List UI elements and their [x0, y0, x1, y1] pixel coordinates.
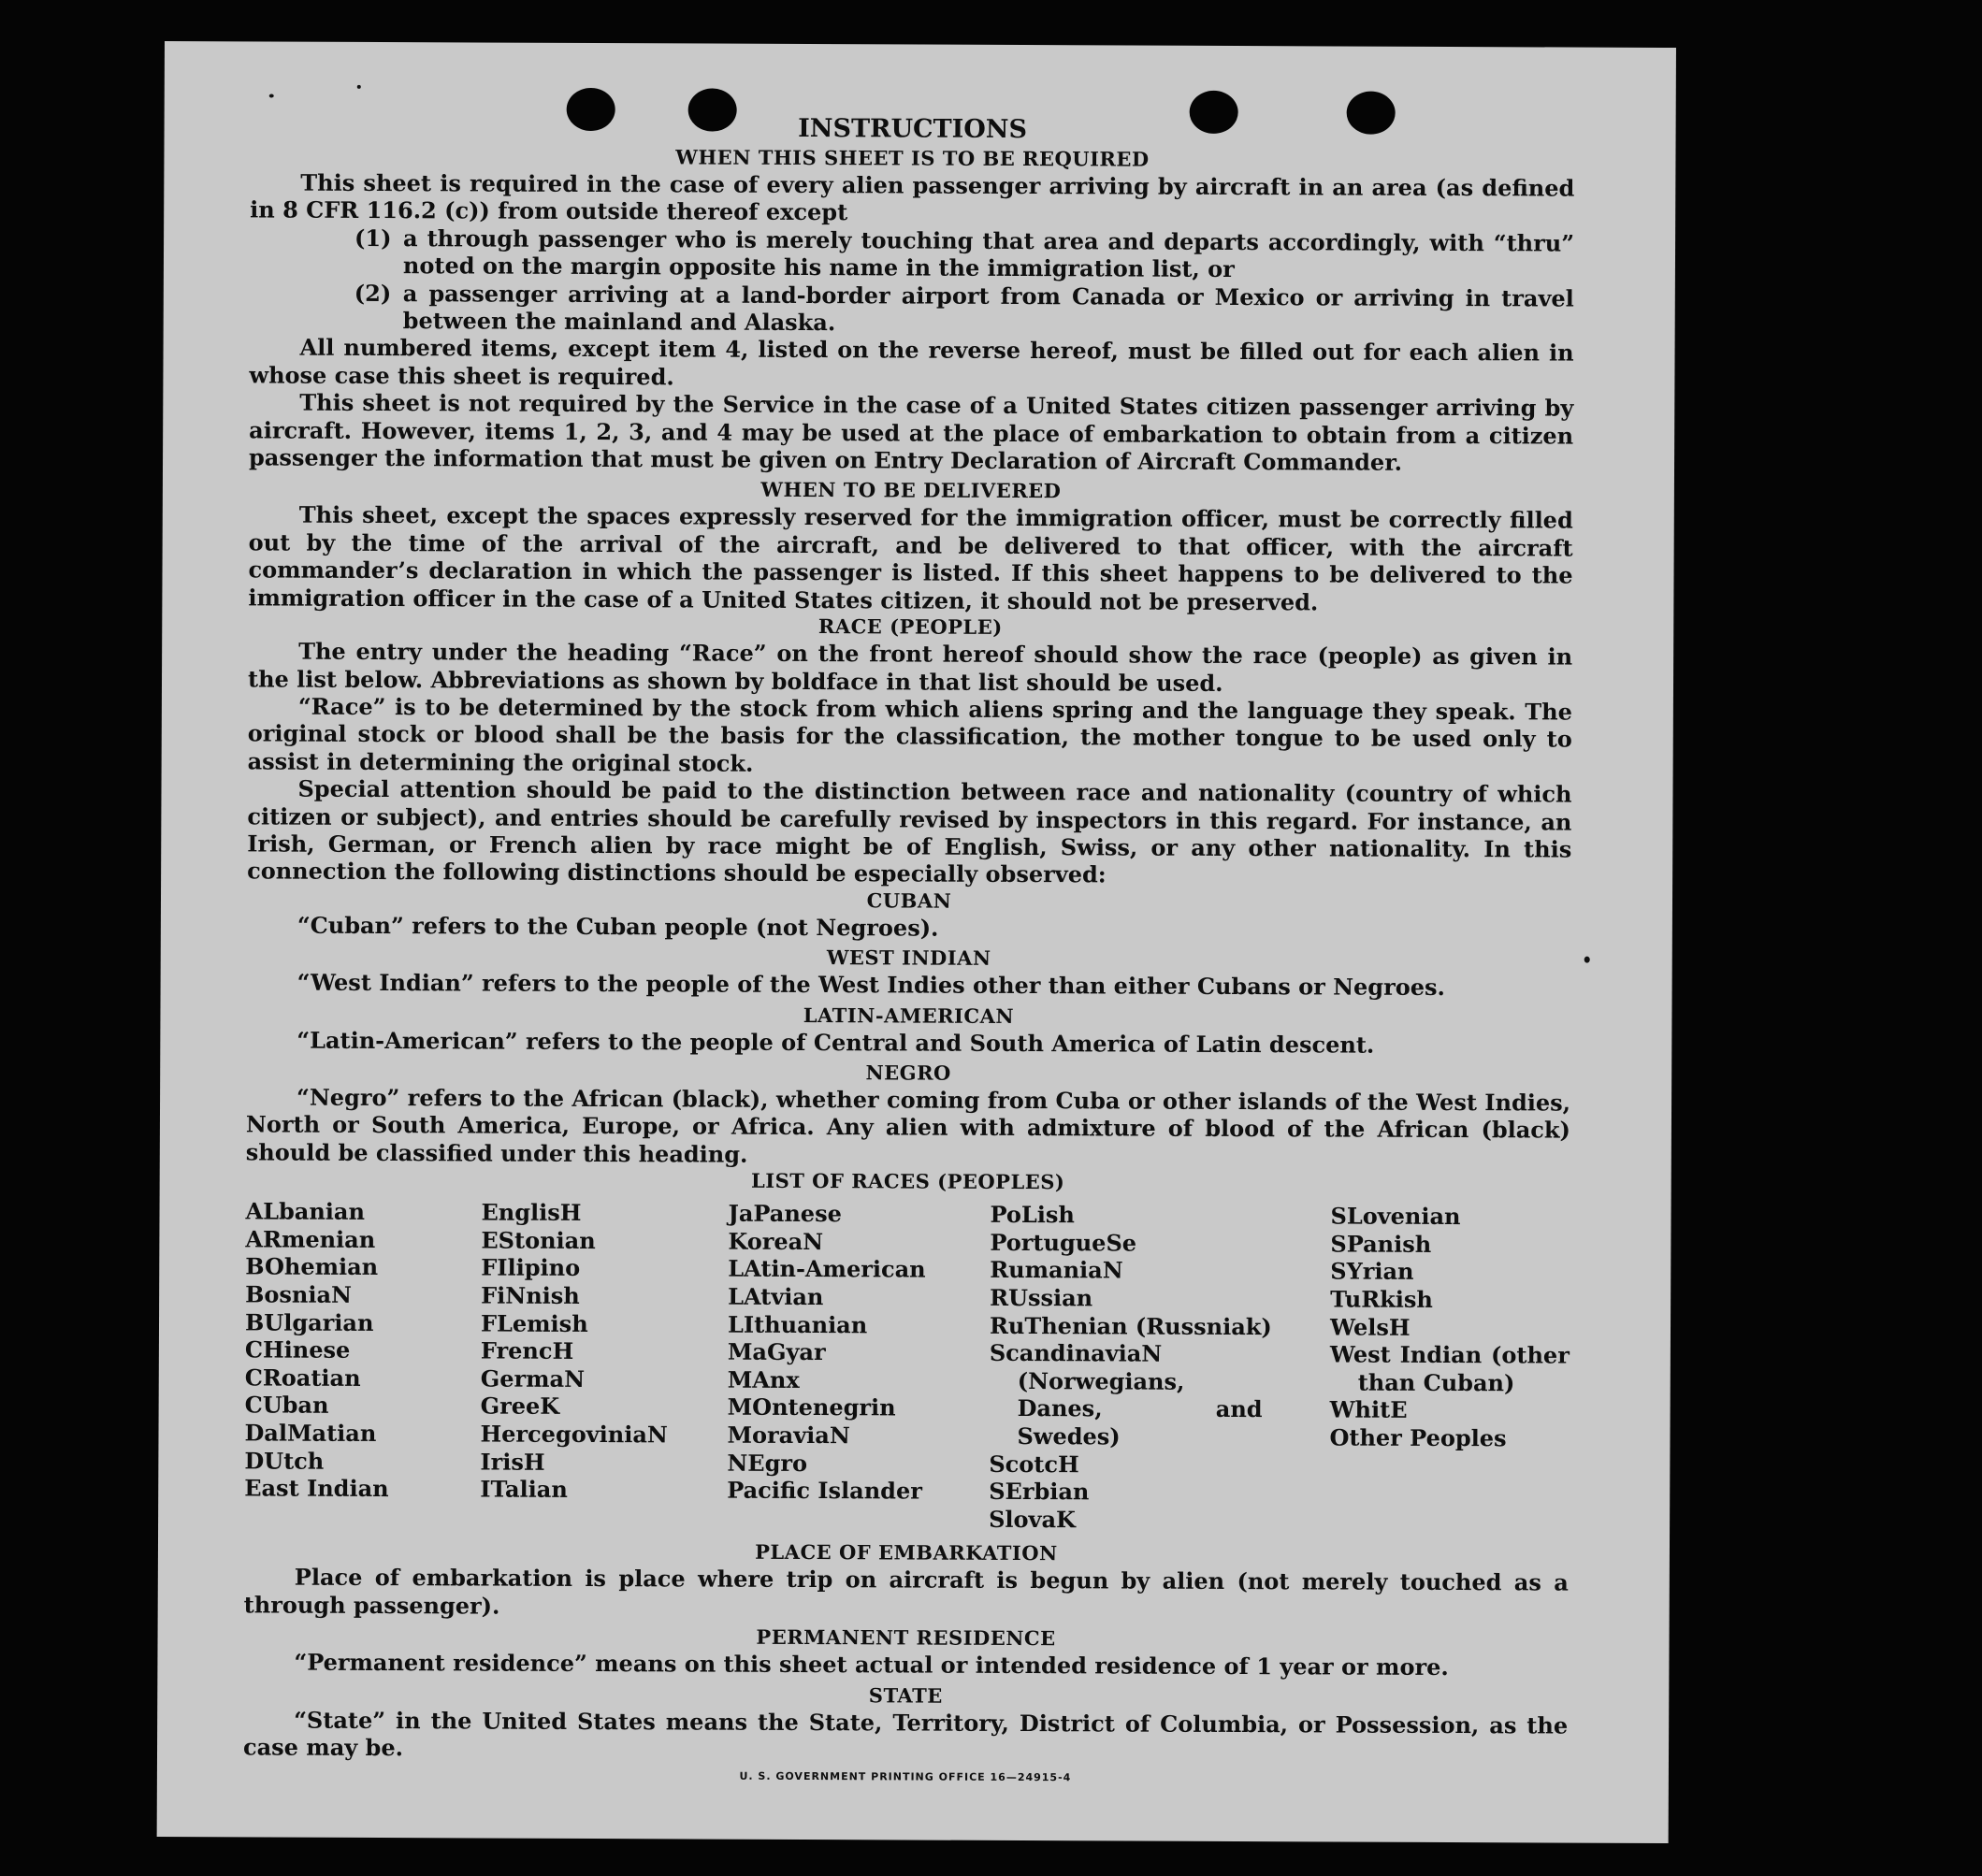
- paragraph: This sheet, except the spaces expressly reserved for the immigration officer, must be correctly filled out by the time of the arrival of the aircraft, and be delivered to that officer, with the aircraft commander’s declaration in which the passenger is listed. If this sheet happens to be delivered to the immigration officer in the case of a United States citizen, it should not be preserved.: [248, 501, 1573, 616]
- instructions-content: [243, 110, 1575, 1789]
- section-heading: WEST INDIAN: [826, 945, 991, 971]
- section-heading: RACE (PEOPLE): [817, 614, 1003, 640]
- speck: [357, 85, 361, 89]
- race-entry: MAnx: [727, 1365, 800, 1393]
- definition: “Cuban” refers to the Cuban people (not Negroes).: [297, 911, 939, 942]
- races-column: [727, 1200, 991, 1533]
- race-entry: CRoatian: [244, 1364, 361, 1392]
- races-column: [1329, 1203, 1570, 1536]
- race-entry: EnglisH: [481, 1198, 582, 1227]
- race-entry: BOhemian: [245, 1252, 379, 1281]
- race-entry: Pacific Islander: [727, 1476, 922, 1505]
- race-entry: SLovenian: [1330, 1202, 1461, 1231]
- race-entry: DUtch: [244, 1446, 325, 1475]
- race-entry: ALbanian: [245, 1197, 366, 1226]
- document-page: [157, 41, 1676, 1843]
- race-entry: RuThenian (Russniak): [989, 1311, 1272, 1340]
- race-entry: ARmenian: [245, 1225, 376, 1253]
- race-entry: SPanish: [1330, 1230, 1432, 1258]
- race-entry: Other Peoples: [1329, 1423, 1507, 1452]
- race-entry: BosniaN: [245, 1280, 353, 1308]
- item-text: a passenger arriving at a land-border airport from Canada or Mexico or arriving in travel between the mainland and Alaska.: [402, 279, 1574, 337]
- paragraph: All numbered items, except item 4, listed on the reverse hereof, must be filled out for each alien in whose case this sheet is required.: [249, 334, 1574, 391]
- section-heading: PERMANENT RESIDENCE: [756, 1624, 1056, 1651]
- race-entry: IrisH: [480, 1448, 545, 1476]
- section-heading: STATE: [868, 1682, 943, 1708]
- race-entry: MOntenegrin: [727, 1393, 896, 1421]
- race-entry: LAtvian: [728, 1282, 824, 1311]
- race-entry: West Indian (other than Cuban): [1329, 1340, 1570, 1397]
- race-entry: LIthuanian: [727, 1310, 868, 1338]
- item-text: a through passenger who is merely touching that area and departs accordingly, with “thru” noted on the margin opposite his name in the immigration list, or: [402, 224, 1575, 283]
- race-entry: ScandinaviaN (Norwegians, Danes, and Swedes): [989, 1339, 1263, 1450]
- list-item: [354, 224, 1574, 285]
- race-entry: GermaN: [480, 1364, 586, 1393]
- race-entry: CUban: [244, 1391, 329, 1420]
- paragraph: This sheet is required in the case of every alien passenger arriving by aircraft in an area (as defined in 8 CFR 116.2 (c)) from outside thereof except: [250, 168, 1575, 226]
- race-entry: EStonian: [481, 1226, 596, 1254]
- races-column: [989, 1201, 1331, 1535]
- race-entry: FrencH: [480, 1336, 574, 1365]
- definition: “Permanent residence” means on this sheet actual or intended residence of 1 year or more.: [294, 1648, 1449, 1681]
- race-entry: East Indian: [244, 1474, 389, 1503]
- race-entry: PortugueSe: [990, 1228, 1137, 1257]
- item-number: (1): [354, 224, 392, 252]
- printer-imprint: U. S. GOVERNMENT PRINTING OFFICE 16—24915-4: [739, 1770, 1072, 1784]
- section-heading: WHEN THIS SHEET IS TO BE REQUIRED: [675, 145, 1150, 171]
- paragraph: Special attention should be paid to the distinction between race and nationality (country of which citizen or subject), and entries should be carefully revised by inspectors in this regard. For instance, an Irish, German, or French alien by race might be of English, Swiss, or any other nationality. In this connection the following distinctions should be especially observed:: [247, 774, 1572, 888]
- race-entry: RumaniaN: [990, 1256, 1123, 1284]
- item-number: (2): [354, 279, 392, 307]
- race-entry: SErbian: [989, 1477, 1090, 1506]
- race-entry: WhitE: [1329, 1395, 1408, 1424]
- speck: [269, 94, 274, 97]
- definition: “State” in the United States means the State, Territory, District of Columbia, or Possession, as the case may be.: [242, 1706, 1569, 1762]
- paragraph: The entry under the heading “Race” on the front hereof should show the race (people) as given in the list below. Abbreviations as shown by boldface in that list should be used.: [247, 637, 1573, 697]
- race-entry: FIlipino: [481, 1253, 581, 1282]
- race-entry: DalMatian: [244, 1419, 377, 1447]
- race-entry: LAtin-American: [728, 1255, 926, 1283]
- race-entry: WelsH: [1329, 1313, 1411, 1341]
- race-entry: FiNnish: [481, 1281, 580, 1309]
- races-list: [244, 1198, 1570, 1536]
- page-title: INSTRUCTIONS: [798, 113, 1028, 145]
- section-heading: LATIN-AMERICAN: [803, 1003, 1015, 1028]
- definition: “Negro” refers to the African (black), whether coming from Cuba or other islands of the West Indies, North or South America, Europe, or Africa. Any alien with admixture of blood of the African (black) should be classified under this heading.: [245, 1083, 1571, 1168]
- list-item: [354, 280, 1574, 340]
- race-entry: GreeK: [480, 1392, 560, 1421]
- definition: Place of embarkation is place where trip on aircraft is begun by alien (not merely touched as a through passenger).: [243, 1563, 1569, 1620]
- race-entry: TuRkish: [1330, 1285, 1433, 1313]
- races-column: [244, 1198, 482, 1531]
- section-heading: NEGRO: [865, 1061, 951, 1085]
- race-entry: CHinese: [244, 1335, 351, 1364]
- paragraph: “Race” is to be determined by the stock from which aliens spring and the language they speak. The original stock or blood shall be the basis for the classification, the mother tongue to be used only to assist in determining the original stock.: [247, 692, 1572, 777]
- paragraph: This sheet is not required by the Service in the case of a United States citizen passenger arriving by aircraft. However, items 1, 2, 3, and 4 may be used at the place of embarkation to obtain from a citizen passenger the information that must be given on Entry Declaration of Aircraft Commander.: [248, 388, 1574, 476]
- race-entry: HercegoviniaN: [480, 1420, 668, 1449]
- race-entry: BUlgarian: [244, 1307, 374, 1336]
- definition: “Latin-American” refers to the people of Central and South America of Latin descent.: [297, 1026, 1375, 1059]
- race-entry: KoreaN: [728, 1227, 824, 1255]
- race-entry: SlovaK: [989, 1505, 1076, 1533]
- race-entry: MoraviaN: [727, 1421, 850, 1450]
- section-heading: CUBAN: [866, 888, 952, 913]
- races-column: [480, 1199, 729, 1532]
- race-entry: NEgro: [727, 1449, 808, 1477]
- race-entry: FLemish: [480, 1309, 588, 1337]
- race-entry: ScotcH: [989, 1450, 1079, 1478]
- race-entry: MaGyar: [727, 1337, 826, 1366]
- race-entry: JaPanese: [728, 1199, 842, 1228]
- race-entry: RUssian: [990, 1283, 1093, 1312]
- section-heading: LIST OF RACES (PEOPLES): [750, 1168, 1065, 1194]
- race-entry: ITalian: [480, 1475, 568, 1504]
- speck: [1584, 957, 1590, 963]
- race-entry: PoLish: [990, 1201, 1075, 1229]
- section-heading: PLACE OF EMBARKATION: [755, 1540, 1058, 1566]
- definition: “West Indian” refers to the people of the West Indies other than either Cubans or Negroes.: [297, 968, 1445, 1002]
- section-heading: WHEN TO BE DELIVERED: [760, 478, 1062, 503]
- race-entry: SYrian: [1330, 1257, 1414, 1286]
